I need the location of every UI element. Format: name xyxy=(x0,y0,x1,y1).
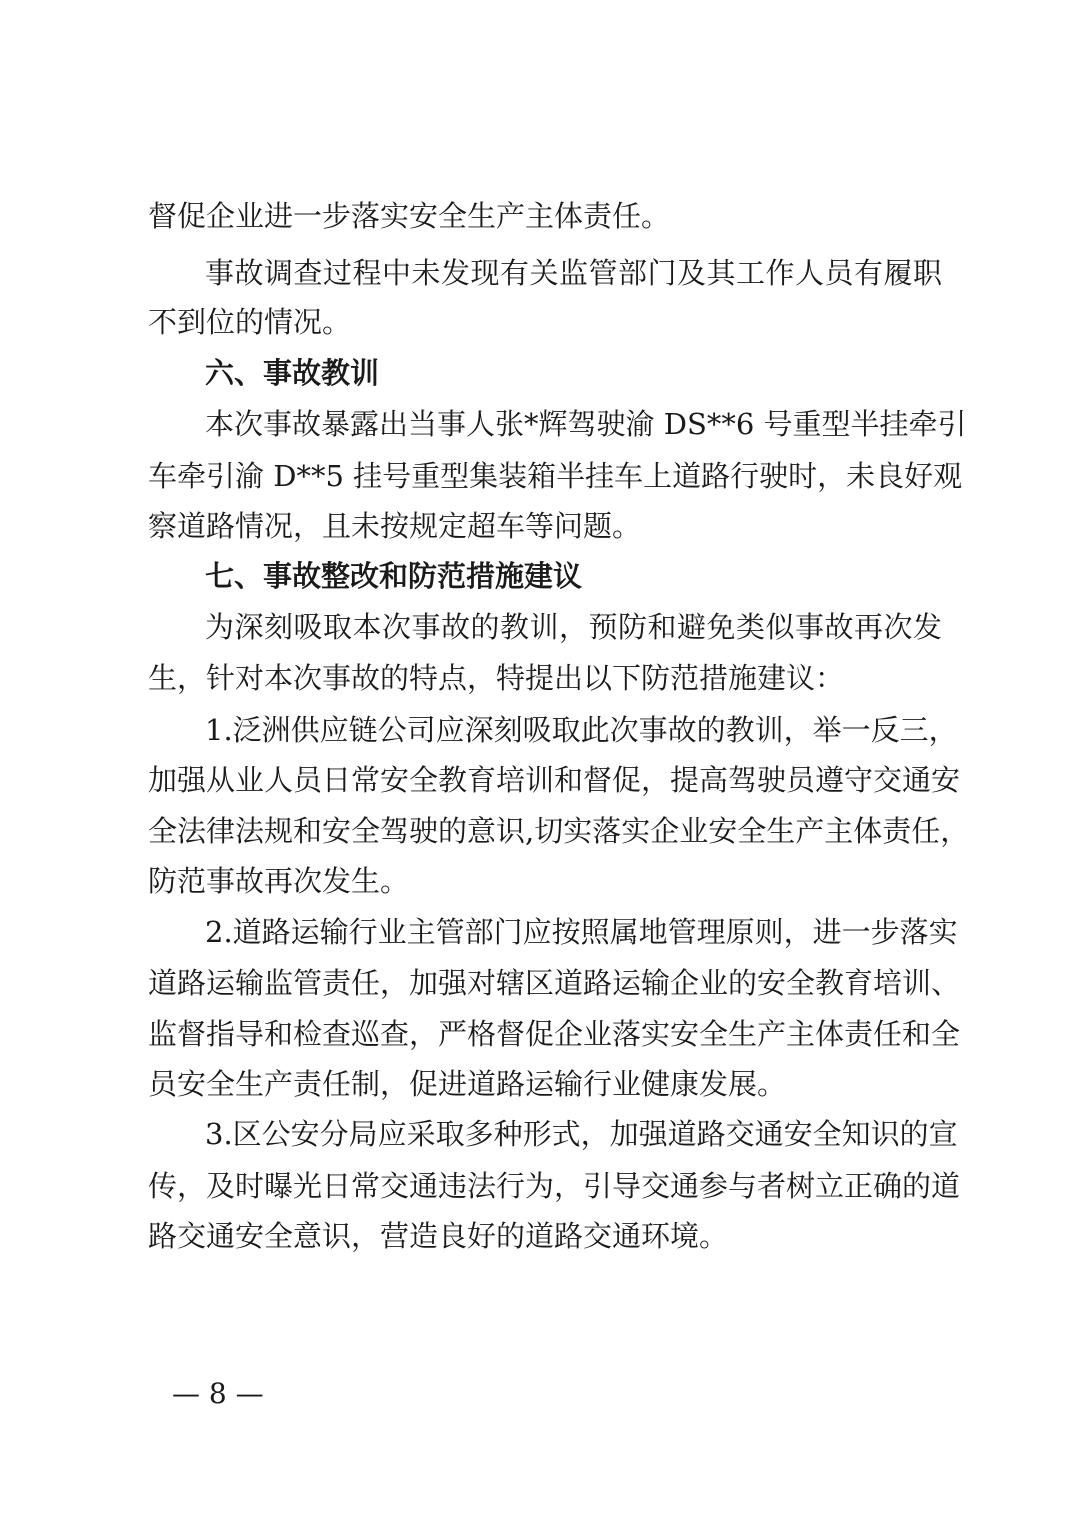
list-item-3-line: 3.区公安分局应采取多种形式，加强道路交通安全知识的宣 xyxy=(205,1117,958,1151)
body-text-line: 防范事故再次发生。 xyxy=(148,864,410,898)
body-text-line: 路交通安全意识，营造良好的道路交通环境。 xyxy=(148,1219,729,1253)
body-text-line: 车牵引渝 D**5 挂号重型集装箱半挂车上道路行驶时，未良好观 xyxy=(148,459,963,493)
body-text-line: 全法律法规和安全驾驶的意识,切实落实企业安全生产主体责任， xyxy=(148,814,970,848)
list-item-2-line: 2.道路运输行业主管部门应按照属地管理原则，进一步落实 xyxy=(205,915,958,949)
section-heading-lessons: 六、事故教训 xyxy=(205,356,380,390)
page-number: — 8 — xyxy=(172,1377,264,1410)
body-text-line: 监督指导和检查巡查，严格督促企业落实安全生产主体责任和全 xyxy=(148,1017,961,1051)
paragraph-first-line: 本次事故暴露出当事人张*辉驾驶渝 DS**6 号重型半挂牵引 xyxy=(205,407,967,441)
section-heading-measures: 七、事故整改和防范措施建议 xyxy=(205,559,583,593)
body-text-line: 察道路情况，且未按规定超车等问题。 xyxy=(148,509,642,543)
body-text-line: 不到位的情况。 xyxy=(148,305,352,339)
body-text-line: 加强从业人员日常安全教育培训和督促，提高驾驶员遵守交通安 xyxy=(148,763,961,797)
body-text-line: 道路运输监管责任，加强对辖区道路运输企业的安全教育培训、 xyxy=(148,966,961,1000)
paragraph-first-line: 为深刻吸取本次事故的教训，预防和避免类似事故再次发 xyxy=(205,610,942,644)
body-text-line: 督促企业进一步落实安全生产主体责任。 xyxy=(148,199,671,233)
paragraph-first-line: 事故调查过程中未发现有关监管部门及其工作人员有履职 xyxy=(205,256,942,290)
body-text-line: 员安全生产责任制，促进道路运输行业健康发展。 xyxy=(148,1067,787,1101)
body-text-line: 传，及时曝光日常交通违法行为，引导交通参与者树立正确的道 xyxy=(148,1169,961,1203)
list-item-1-line: 1.泛洲供应链公司应深刻吸取此次事故的教训，举一反三， xyxy=(205,713,958,747)
body-text-line: 生，针对本次事故的特点，特提出以下防范措施建议： xyxy=(148,661,845,695)
